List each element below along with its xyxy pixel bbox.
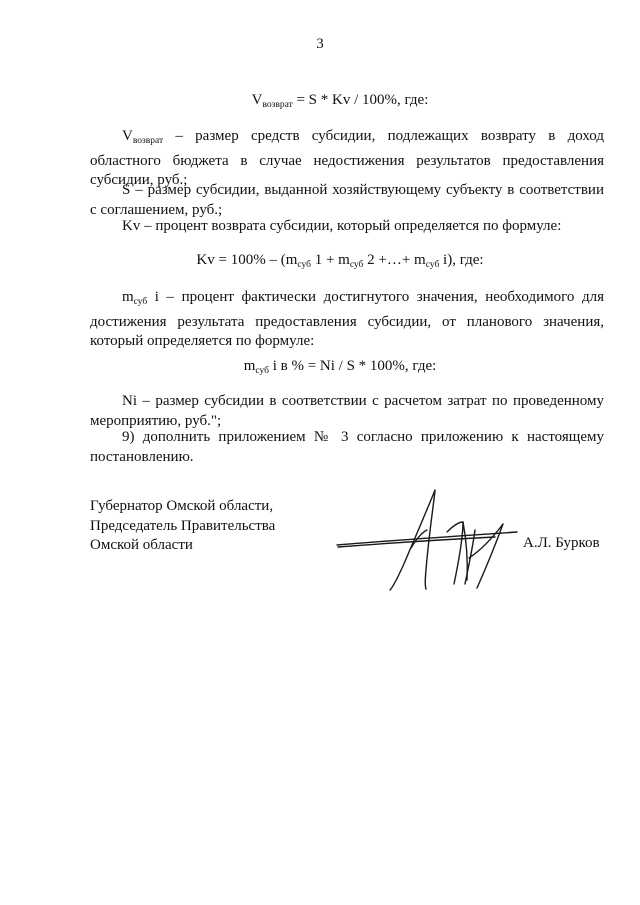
signatory-line-2: Председатель Правительства — [90, 517, 276, 534]
handwritten-signature — [335, 488, 520, 593]
signatory-title — [90, 497, 275, 556]
formula-kv: $Kv = 100\% - (m_{суб}$ $1 + m_{суб}$ 2 +…+ $m_{суб}$ i), где: — [196, 252, 484, 270]
signatory-line-3: Омской области — [90, 537, 193, 553]
formula-m-sub: $m_{суб}$ i в % = Ni / S * 100%, где: — [243, 358, 437, 376]
formula-v-return: $V_{возврат} = S * Kv / 100\%$, где: — [251, 92, 429, 110]
signatory-name: А.Л. Бурков — [523, 535, 600, 551]
definition-kv: Kv – процент возврата субсидии, который определяется по формуле: — [122, 218, 562, 234]
page-number: 3 — [316, 36, 324, 52]
definition-v-return: $V_{возврат}$ – размер средств субсидии, подлежащих возврату в доход областного бюджета в случае недостижения результатов предоставления субсидии, руб.; — [90, 128, 604, 188]
signatory-line-1: Губернатор Омской области, — [90, 498, 274, 514]
definition-ni: Ni – размер субсидии в соответствии с расчетом затрат по проведенному мероприятию, руб."; — [90, 393, 604, 429]
definition-m-sub: $m_{суб}$ i – процент фактически достигнутого значения, необходимого для достижения результата предоставления субсидии, от планового значения, который определяется по формуле: — [90, 289, 604, 349]
definition-s: S – размер субсидии, выданной хозяйствующему субъекту в соответствии с соглашением, руб.; — [90, 182, 604, 218]
item-9: 9) дополнить приложением № 3 согласно приложению к настоящему постановлению. — [90, 429, 604, 465]
